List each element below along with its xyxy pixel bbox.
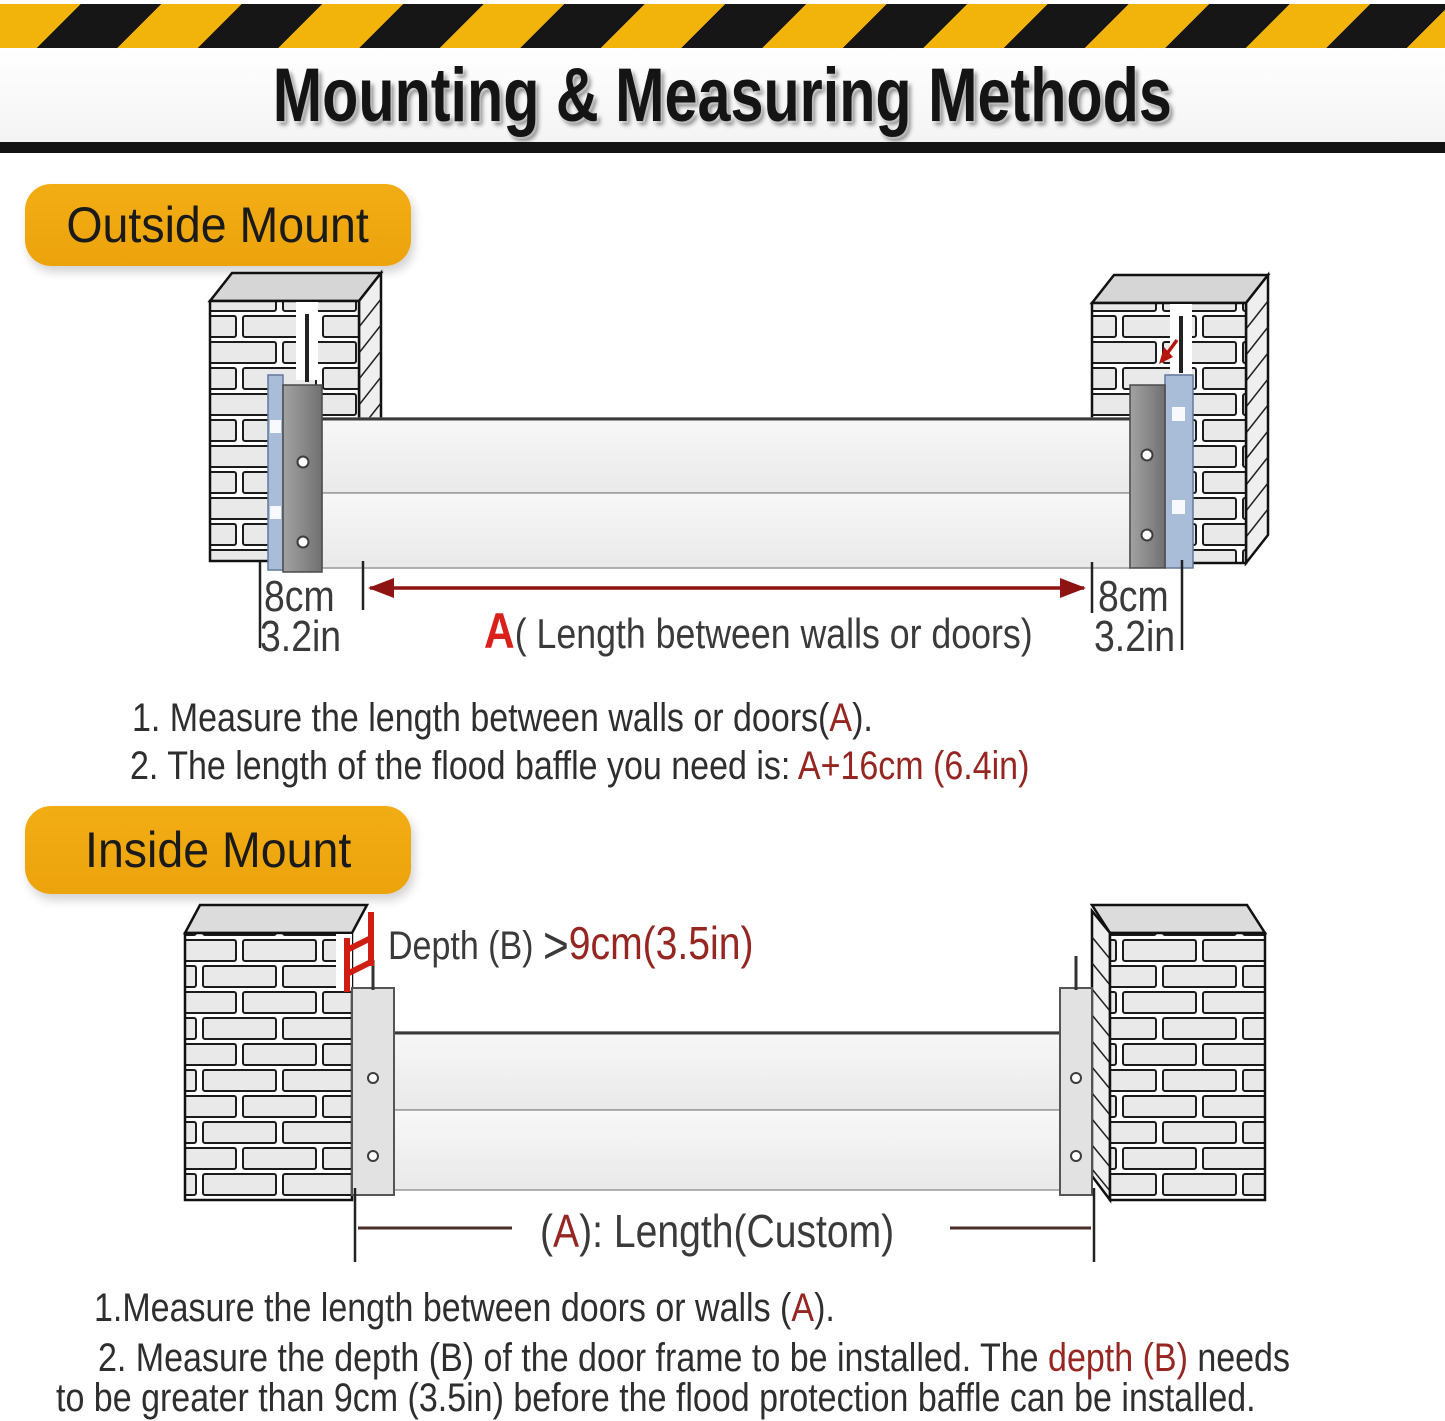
depth-b-label: Depth (B) >9cm(3.5in) xyxy=(388,917,754,975)
left-gap-cm-label: 8cm xyxy=(264,572,335,621)
brick-pillar-left xyxy=(185,905,367,1200)
flood-barrier-panels xyxy=(394,1032,1060,1190)
flood-barrier-panels xyxy=(322,418,1130,568)
outside-instruction-2: 2. The length of the flood baffle you need is: A+16cm (6.4in) xyxy=(130,744,1030,788)
brick-pillar-right xyxy=(1092,905,1265,1200)
inside-mount-badge-label: Inside Mount xyxy=(84,822,352,878)
wall-channel-left xyxy=(352,960,394,1195)
outside-instruction-1: 1. Measure the length between walls or doors(A). xyxy=(132,696,873,740)
side-channel-left xyxy=(268,375,322,572)
inside-instruction-3: to be greater than 9cm (3.5in) before the flood protection baffle can be installed. xyxy=(56,1376,1256,1420)
left-gap-in-label: 3.2in xyxy=(260,612,342,661)
page-title: Mounting & Measuring Methods xyxy=(272,52,1173,138)
length-a-label: A( Length between walls or doors) xyxy=(484,603,1033,659)
wall-channel-right xyxy=(1060,956,1092,1195)
right-gap-in-label: 3.2in xyxy=(1094,612,1176,661)
inside-instruction-2: 2. Measure the depth (B) of the door frame to be installed. The depth (B) needs xyxy=(98,1336,1290,1380)
right-gap-cm-label: 8cm xyxy=(1098,572,1169,621)
length-custom-label: (A): Length(Custom) xyxy=(540,1205,895,1257)
inside-instruction-1: 1.Measure the length between doors or walls (A). xyxy=(94,1286,835,1330)
length-double-arrow-icon xyxy=(368,578,1086,598)
outside-mount-badge-label: Outside Mount xyxy=(66,197,370,253)
